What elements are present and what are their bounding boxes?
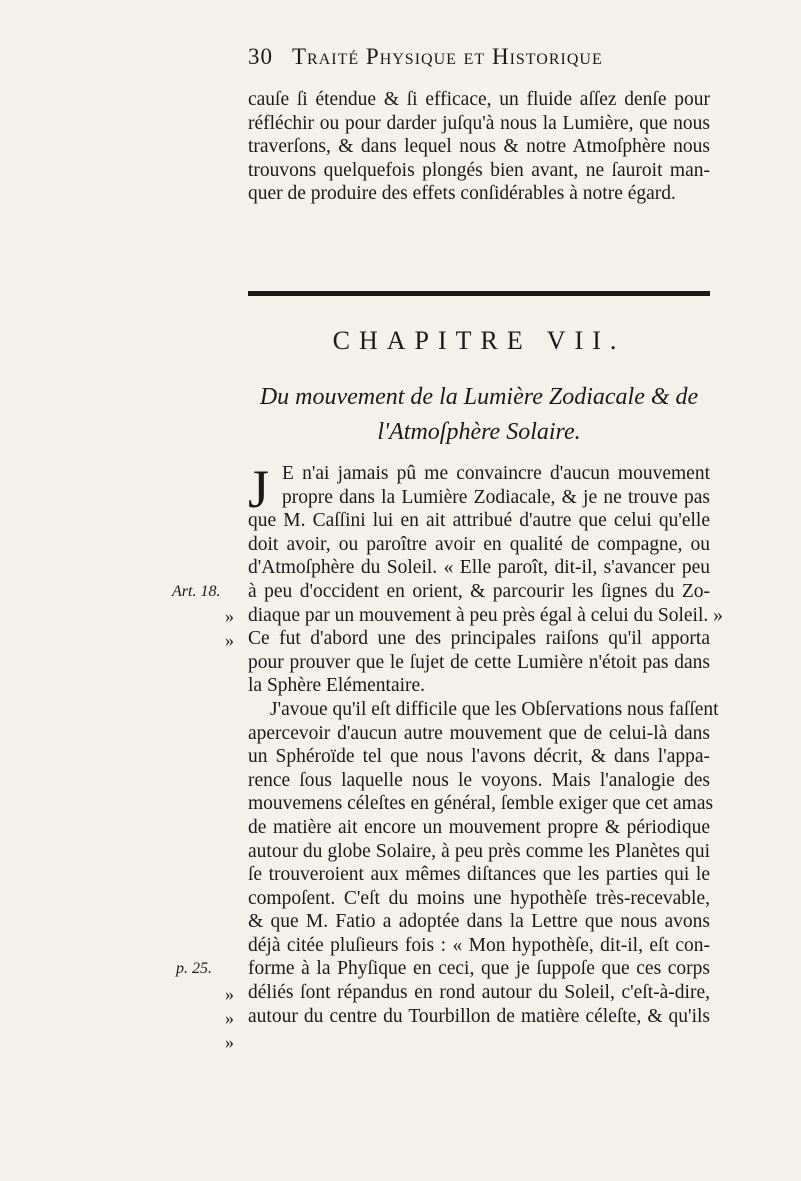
running-header — [248, 44, 703, 70]
quote-mark: » — [225, 1008, 234, 1028]
text-line: pour prouver que le ſujet de cette Lumière n'étoit pas dans — [248, 651, 710, 673]
text-line: diaque par un mouvement à peu près égal à celui du Soleil. » — [248, 604, 723, 626]
text-line: déliés ſont répandus en rond autour du Soleil, c'eſt-à-dire, — [248, 982, 710, 1004]
quote-mark: » — [225, 630, 234, 650]
text-line: d'Atmoſphère du Soleil. « Elle paroît, dit-il, s'avancer peu — [248, 557, 710, 579]
text-line: doit avoir, ou paroître avoir en qualité de compagne, ou — [248, 533, 710, 555]
text-line: E n'ai jamais pû me convaincre d'aucun mouvement — [282, 463, 710, 484]
text-line: apercevoir d'aucun autre mouvement que de celui-là dans — [248, 722, 710, 744]
text-line: autour du centre du Tourbillon de matière céleſte, & qu'ils — [248, 1005, 710, 1027]
quote-mark: » — [225, 984, 234, 1004]
quote-mark: » — [225, 1032, 234, 1052]
text-line: traverſons, & dans lequel nous & notre Atmoſphère nous — [248, 136, 710, 158]
text-line: quer de produire des effets conſidérables à notre égard. — [248, 183, 676, 205]
chapter-title-line: Du mouvement de la Lumière Zodiacale & de — [259, 384, 699, 410]
quote-mark: » — [225, 606, 234, 626]
body-paragraphs — [248, 509, 723, 1028]
margin-note-article: Art. 18. — [172, 583, 221, 600]
intro-paragraph — [248, 88, 710, 206]
text-line: propre dans la Lumière Zodiacale, & je ne trouve pas — [282, 486, 710, 508]
text-line: J'avoue qu'il eſt difficile que les Obſervations nous faſſent — [270, 698, 719, 720]
text-line: cauſe ſi étendue & ſi efficace, un fluide aſſez denſe pour — [248, 89, 710, 110]
text-line: trouvons quelquefois plongés bien avant, ne ſauroit man- — [248, 159, 710, 181]
text-line: compoſent. C'eſt du moins une hypothèſe très-recevable, — [248, 887, 710, 909]
dropcap-lines — [282, 462, 710, 509]
text-line: autour du globe Solaire, à peu près comme les Planètes qui — [248, 840, 710, 862]
text-line: réfléchir ou pour darder juſqu'à nous la Lumière, que nous — [248, 112, 710, 134]
text-line: ſe trouveroient aux mêmes diſtances que les parties qui le — [248, 864, 710, 886]
text-line: & que M. Fatio a adoptée dans la Lettre que nous avons — [248, 911, 710, 933]
chapter-heading: CHAPITRE VII. — [332, 326, 626, 355]
text-line: forme à la Phyſique en ceci, que je ſuppoſe que ces corps — [248, 958, 710, 980]
text-line: de matière ait encore un mouvement propre & périodique — [248, 816, 710, 838]
chapter-title — [248, 380, 710, 450]
text-line: Ce fut d'abord une des principales raiſons qu'il apporta — [248, 628, 710, 650]
drop-cap: J — [248, 459, 270, 519]
text-line: que M. Caſſini lui en ait attribué d'autre que celui qu'elle — [248, 510, 710, 532]
page-number: 30 — [248, 44, 273, 69]
text-line: mouvemens céleſtes en général, ſemble exiger que cet amas — [248, 793, 714, 815]
text-line: un Sphéroïde tel que nous l'avons décrit, & dans l'appa- — [248, 746, 710, 768]
text-line: déjà citée pluſieurs fois : « Mon hypothèſe, dit-il, eſt con- — [248, 934, 710, 956]
running-title: Traité Physique et Historique — [292, 44, 603, 69]
text-line: à peu d'occident en orient, & parcourir les ſignes du Zo- — [248, 580, 710, 602]
section-rule — [248, 291, 710, 296]
text-line: rence ſous laquelle nous le voyons. Mais l'analogie des — [248, 769, 710, 791]
chapter-title-line: l'Atmoſphère Solaire. — [377, 419, 581, 445]
text-line: la Sphère Elémentaire. — [248, 675, 426, 697]
margin-note-page: p. 25. — [176, 960, 212, 977]
